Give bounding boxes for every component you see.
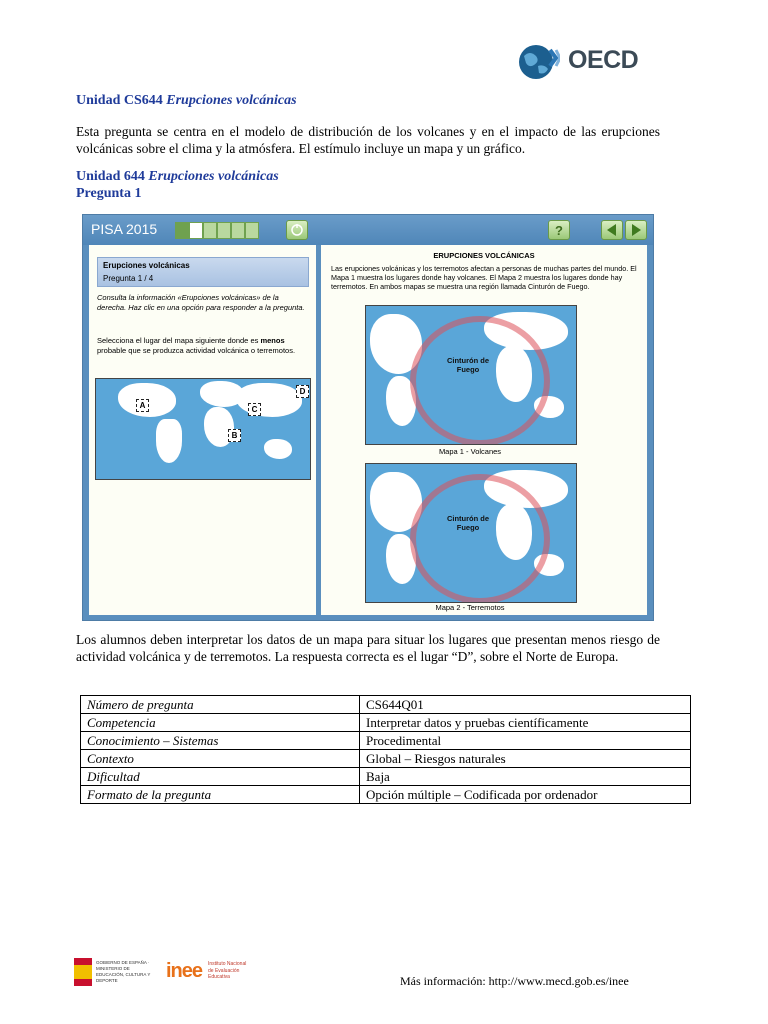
inee-logo: inee [166, 960, 203, 982]
south-america-shape [156, 419, 182, 463]
oecd-wordmark: OECD [568, 46, 639, 74]
table-row [81, 768, 691, 786]
previous-button[interactable] [601, 220, 623, 240]
timer-icon[interactable] [286, 220, 308, 240]
table-row [81, 786, 691, 804]
oecd-logo [516, 42, 656, 82]
marker-c[interactable]: C [248, 403, 261, 416]
intro-paragraph: Esta pregunta se centra en el modelo de distribución de los volcanes y en el impacto de las erupciones volcánicas sobre el clima y la atmósfera. El estímulo incluye un mapa y un gráfico. [76, 124, 660, 156]
prompt-text: probable que se produzca actividad volcánica o terremotos. [97, 345, 296, 355]
ministry-text: GOBIERNO DE ESPAÑA · MINISTERIO DE EDUCACIÓN, CULTURA Y DEPORTE [96, 960, 151, 983]
table-key: Formato de la pregunta [81, 786, 360, 804]
marker-a[interactable]: A [136, 399, 149, 412]
marker-b[interactable]: B [228, 429, 241, 442]
stimulus-pane [321, 245, 647, 615]
australia-shape [264, 439, 292, 459]
table-row [81, 696, 691, 714]
volcano-map [365, 305, 577, 445]
instructions-text: Consulta la información «Erupciones volcánicas» de la derecha. Haz clic en una opción para responder a la pregunta. [97, 293, 305, 312]
table-value: Procedimental [360, 732, 691, 750]
unit-box-title: Erupciones volcánicas [103, 261, 190, 270]
progress-cell [231, 222, 245, 239]
table-key: Contexto [81, 750, 360, 768]
question-pane [89, 245, 316, 615]
next-button[interactable] [625, 220, 647, 240]
ring-of-fire [410, 316, 550, 445]
table-key: Conocimiento – Sistemas [81, 732, 360, 750]
table-row [81, 732, 691, 750]
map1-caption: Mapa 1 - Volcanes [438, 447, 502, 456]
answer-paragraph: Los alumnos deben interpretar los datos de un mapa para situar los lugares que presentan menos riesgo de actividad volcánica y de terremotos. La respuesta correcta es el lugar “D”, sobre el Norte de Europa. [76, 632, 660, 664]
prompt-text: Selecciona el lugar del mapa siguiente donde es [97, 336, 261, 345]
spain-shield-icon [74, 958, 92, 986]
table-row [81, 714, 691, 732]
question-prompt [97, 336, 309, 355]
stimulus-text: Las erupciones volcánicas y los terremotos afectan a personas de muchas partes del mundo. El Mapa 1 muestra los lugares donde hay volcanes. El Mapa 2 muestra los lugares donde hay terremotos. En ambos mapas se muestra una región llamada Cinturón de Fuego. [331, 264, 637, 291]
progress-cell [203, 222, 217, 239]
table-value: Baja [360, 768, 691, 786]
unit-title-code: Unidad CS644 [76, 93, 167, 108]
svg-text:?: ? [555, 223, 563, 238]
map2-caption: Mapa 2 - Terremotos [435, 603, 505, 612]
asia-shape [236, 383, 302, 417]
question-info-table [80, 695, 691, 804]
stimulus-title: ERUPCIONES VOLCÁNICAS [433, 251, 535, 260]
unit-box-question: Pregunta 1 / 4 [103, 274, 154, 283]
progress-cell [245, 222, 259, 239]
table-value: Interpretar datos y pruebas científicamente [360, 714, 691, 732]
unit-title-name: Erupciones volcánicas [166, 93, 297, 108]
prompt-emphasis: menos [260, 336, 285, 345]
earthquake-map [365, 463, 577, 603]
table-value: Global – Riesgos naturales [360, 750, 691, 768]
question-heading [76, 168, 279, 202]
question-heading-code: Unidad 644 [76, 169, 149, 184]
table-value: Opción múltiple – Codificada por ordenador [360, 786, 691, 804]
ring-of-fire-label: Cinturón de Fuego [446, 356, 490, 374]
inee-full-name: Instituto Nacional de Evaluación Educativa [208, 961, 247, 980]
unit-box [97, 257, 309, 287]
help-button[interactable] [548, 220, 570, 240]
question-heading-name: Erupciones volcánicas [148, 169, 279, 184]
table-key: Número de pregunta [81, 696, 360, 714]
table-value: CS644Q01 [360, 696, 691, 714]
progress-cell [189, 222, 203, 239]
ring-of-fire [410, 474, 550, 603]
more-info-text: Más información: http://www.mecd.gob.es/inee [400, 974, 629, 988]
answer-map [95, 378, 311, 480]
table-row [81, 750, 691, 768]
ring-of-fire-label: Cinturón de Fuego [446, 514, 490, 532]
footer-logos [74, 956, 250, 990]
unit-title [76, 93, 297, 109]
marker-d[interactable]: D [296, 385, 309, 398]
pisa-title: PISA 2015 [91, 221, 158, 237]
table-key: Competencia [81, 714, 360, 732]
pisa-toolbar [83, 215, 653, 245]
table-key: Dificultad [81, 768, 360, 786]
pisa-screenshot [82, 214, 654, 621]
question-number: Pregunta 1 [76, 186, 142, 201]
progress-cell [175, 222, 189, 239]
globe-icon [516, 42, 560, 82]
progress-cell [217, 222, 231, 239]
